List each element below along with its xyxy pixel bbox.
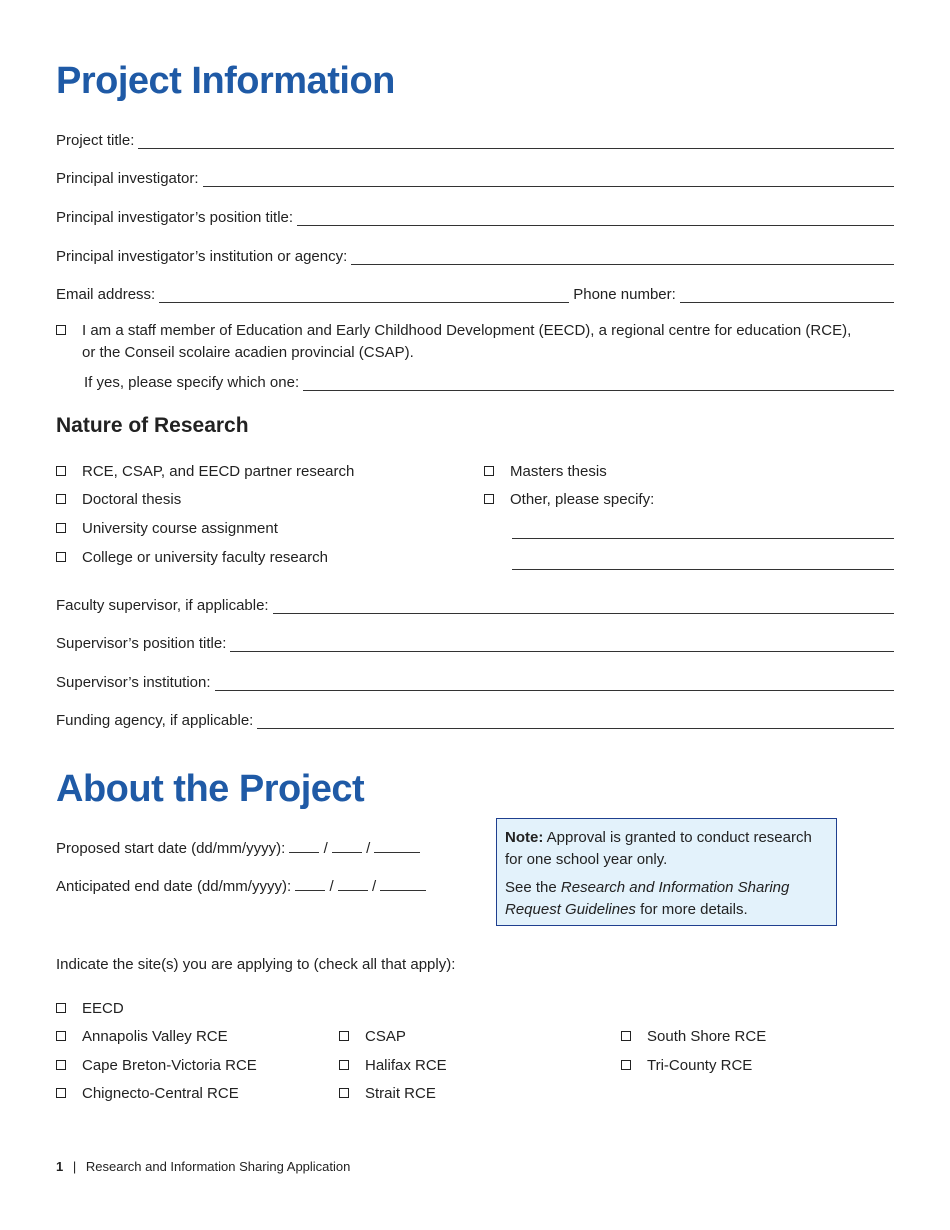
start-day-input[interactable]: [289, 838, 319, 853]
project-title-input[interactable]: [138, 134, 894, 149]
supervisor-position-input[interactable]: [230, 637, 894, 652]
end-month-input[interactable]: [338, 876, 368, 891]
field-label: Anticipated end date (dd/mm/yyyy):: [56, 878, 292, 895]
field-label: Supervisor’s position title:: [56, 635, 227, 652]
project-title-field[interactable]: [56, 129, 894, 149]
checkbox-label: CSAP: [365, 1028, 406, 1045]
pi-institution-input[interactable]: [351, 250, 894, 265]
date-separator: /: [371, 878, 377, 895]
end-day-input[interactable]: [295, 876, 325, 891]
field-label: Project title:: [56, 132, 135, 149]
contact-row: [56, 283, 894, 303]
note-guidelines: See the Research and Information Sharing Request Guidelines for more details.: [505, 879, 790, 918]
checkbox[interactable]: [56, 1003, 66, 1013]
pi-position-input[interactable]: [297, 211, 894, 226]
checkbox-label: Annapolis Valley RCE: [82, 1028, 228, 1045]
end-date-row: [56, 876, 426, 895]
site-eecd[interactable]: [56, 998, 124, 1020]
checkbox-label: EECD: [82, 1000, 124, 1017]
option-faculty-research[interactable]: [56, 547, 328, 569]
note-text: Note: Approval is granted to conduct research for one school year only.: [505, 829, 812, 868]
checkbox[interactable]: [484, 466, 494, 476]
site-chignecto-central[interactable]: [56, 1083, 239, 1105]
supervisor-institution-input[interactable]: [215, 676, 894, 691]
supervisor-position-field[interactable]: [56, 632, 894, 652]
checkbox[interactable]: [56, 1031, 66, 1041]
checkbox[interactable]: [339, 1088, 349, 1098]
checkbox-label: College or university faculty research: [82, 549, 328, 566]
funding-agency-field[interactable]: [56, 709, 894, 729]
field-label: Principal investigator:: [56, 170, 199, 187]
field-label: If yes, please specify which one:: [84, 374, 300, 391]
checkbox[interactable]: [339, 1031, 349, 1041]
checkbox[interactable]: [484, 494, 494, 504]
site-annapolis-valley[interactable]: [56, 1026, 228, 1048]
checkbox-label: Masters thesis: [510, 463, 607, 480]
end-year-input[interactable]: [380, 876, 426, 891]
date-separator: /: [323, 840, 328, 857]
start-date-row: [56, 838, 420, 857]
footer-title: Research and Information Sharing Application: [85, 1159, 351, 1174]
checkbox[interactable]: [56, 1060, 66, 1070]
site-halifax[interactable]: [339, 1055, 447, 1077]
checkbox-label: Chignecto-Central RCE: [82, 1085, 239, 1102]
faculty-supervisor-input[interactable]: [273, 599, 894, 614]
date-separator: /: [329, 878, 334, 895]
checkbox[interactable]: [56, 325, 66, 335]
date-separator: /: [366, 840, 371, 857]
email-input[interactable]: [159, 288, 569, 303]
footer-separator: |: [72, 1159, 77, 1174]
option-partner-research[interactable]: [56, 461, 354, 483]
site-tri-county[interactable]: [621, 1055, 752, 1077]
checkbox-label: I am a staff member of Education and Early Childhood Development (EECD), a regional centre for education (RCE), or the Conseil scolaire acadien provincial (CSAP).: [82, 322, 852, 361]
checkbox-label: Tri-County RCE: [647, 1057, 753, 1074]
funding-agency-input[interactable]: [257, 714, 894, 729]
checkbox-label: University course assignment: [82, 520, 278, 537]
field-label: Phone number:: [573, 286, 676, 303]
checkbox-label: Strait RCE: [365, 1085, 436, 1102]
section-title: About the Project: [56, 768, 365, 810]
site-cape-breton-victoria[interactable]: [56, 1055, 257, 1077]
checkbox[interactable]: [621, 1031, 631, 1041]
sites-prompt: Indicate the site(s) you are applying to (check all that apply):: [56, 956, 456, 973]
staff-member-checkbox[interactable]: [56, 320, 894, 364]
checkbox[interactable]: [621, 1060, 631, 1070]
checkbox[interactable]: [56, 552, 66, 562]
field-label: Funding agency, if applicable:: [56, 712, 254, 729]
other-specify-line-2[interactable]: [512, 569, 894, 570]
pi-position-field[interactable]: [56, 206, 894, 226]
start-month-input[interactable]: [332, 838, 362, 853]
site-csap[interactable]: [339, 1026, 406, 1048]
start-year-input[interactable]: [374, 838, 420, 853]
checkbox-label: Doctoral thesis: [82, 491, 182, 508]
option-course-assignment[interactable]: [56, 518, 278, 540]
checkbox[interactable]: [56, 466, 66, 476]
field-label: Supervisor’s institution:: [56, 674, 211, 691]
principal-investigator-input[interactable]: [203, 172, 894, 187]
checkbox-label: Halifax RCE: [365, 1057, 447, 1074]
option-other[interactable]: [484, 489, 654, 511]
staff-specify-field[interactable]: [84, 371, 894, 391]
field-label: Email address:: [56, 286, 156, 303]
other-specify-line-1[interactable]: [512, 538, 894, 539]
checkbox[interactable]: [56, 494, 66, 504]
supervisor-institution-field[interactable]: [56, 671, 894, 691]
page-title: Project Information: [56, 60, 395, 102]
site-strait[interactable]: [339, 1083, 436, 1105]
page-footer: [56, 1159, 350, 1174]
checkbox[interactable]: [56, 1088, 66, 1098]
principal-investigator-field[interactable]: [56, 167, 894, 187]
checkbox-label: Cape Breton-Victoria RCE: [82, 1057, 257, 1074]
page-number: 1: [56, 1159, 64, 1174]
staff-specify-input[interactable]: [303, 376, 894, 391]
field-label: Principal investigator’s institution or agency:: [56, 248, 348, 265]
field-label: Principal investigator’s position title:: [56, 209, 294, 226]
checkbox-label: RCE, CSAP, and EECD partner research: [82, 463, 355, 480]
checkbox[interactable]: [339, 1060, 349, 1070]
phone-input[interactable]: [680, 288, 894, 303]
section-heading: Nature of Research: [56, 414, 249, 437]
checkbox[interactable]: [56, 523, 66, 533]
checkbox-label: Other, please specify:: [510, 491, 655, 508]
site-south-shore[interactable]: [621, 1026, 766, 1048]
faculty-supervisor-field[interactable]: [56, 594, 894, 614]
option-masters-thesis[interactable]: [484, 461, 607, 483]
option-doctoral-thesis[interactable]: [56, 489, 181, 511]
checkbox-label: South Shore RCE: [647, 1028, 767, 1045]
approval-note: [496, 818, 837, 926]
field-label: Faculty supervisor, if applicable:: [56, 597, 269, 614]
pi-institution-field[interactable]: [56, 245, 894, 265]
field-label: Proposed start date (dd/mm/yyyy):: [56, 840, 286, 857]
